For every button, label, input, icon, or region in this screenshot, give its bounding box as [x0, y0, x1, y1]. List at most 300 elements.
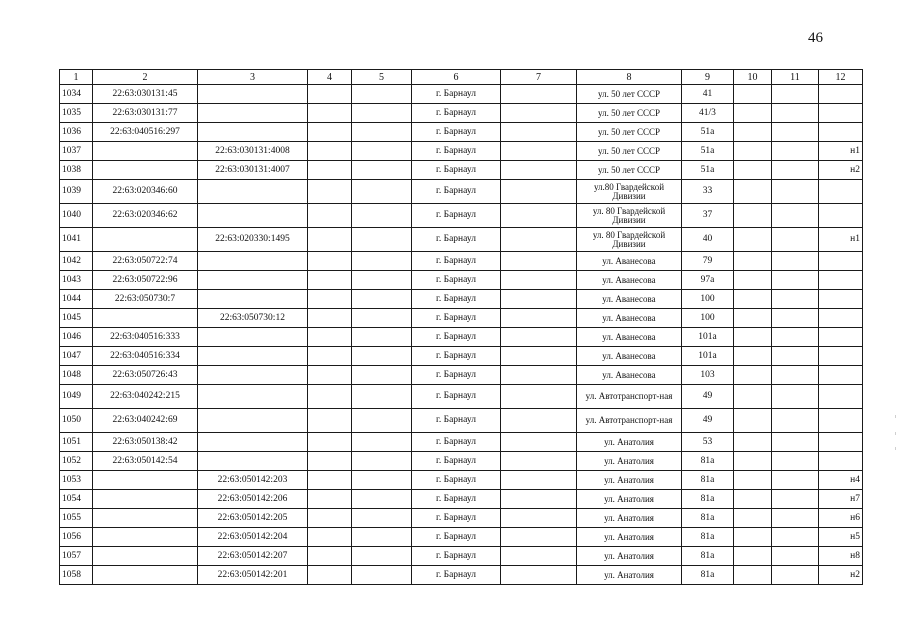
table-cell: 1046 — [60, 328, 93, 347]
table-cell — [734, 290, 772, 309]
table-cell — [819, 271, 863, 290]
table-cell — [819, 290, 863, 309]
table-cell: н2 — [819, 161, 863, 180]
table-cell: н1 — [819, 228, 863, 252]
table-cell — [501, 409, 577, 433]
table-cell — [501, 328, 577, 347]
page-number: 46 — [808, 30, 823, 46]
table-cell: 1040 — [60, 204, 93, 228]
table-cell — [308, 142, 352, 161]
table-cell — [501, 433, 577, 452]
table-cell — [308, 409, 352, 433]
table-cell — [308, 85, 352, 104]
table-cell — [772, 123, 819, 142]
table-cell — [734, 271, 772, 290]
table-cell — [308, 180, 352, 204]
table-cell — [198, 347, 308, 366]
table-cell — [772, 328, 819, 347]
table-cell — [308, 366, 352, 385]
table-cell — [198, 328, 308, 347]
table-cell: 53 — [682, 433, 734, 452]
table-cell: 81а — [682, 471, 734, 490]
table-cell: г. Барнаул — [412, 433, 501, 452]
table-cell: 79 — [682, 252, 734, 271]
table-cell — [352, 161, 412, 180]
table-cell: 1045 — [60, 309, 93, 328]
table-cell: 41/3 — [682, 104, 734, 123]
table-cell — [352, 452, 412, 471]
table-cell: ул. Анатолия — [577, 471, 682, 490]
table-cell — [198, 366, 308, 385]
table-cell — [198, 452, 308, 471]
table-cell — [772, 385, 819, 409]
table-cell: г. Барнаул — [412, 228, 501, 252]
table-row — [60, 385, 863, 409]
table-cell: 22:63:050142:201 — [198, 566, 308, 585]
table-cell — [308, 228, 352, 252]
table-cell: г. Барнаул — [412, 85, 501, 104]
table-cell — [734, 104, 772, 123]
table-cell: 1041 — [60, 228, 93, 252]
table-cell — [501, 547, 577, 566]
table-cell — [819, 366, 863, 385]
table-cell: 1049 — [60, 385, 93, 409]
table-body — [60, 85, 863, 585]
table-cell — [772, 104, 819, 123]
table-cell: г. Барнаул — [412, 104, 501, 123]
table-cell: н1 — [819, 142, 863, 161]
table-cell: 81а — [682, 547, 734, 566]
table-cell — [772, 204, 819, 228]
table-cell: 1039 — [60, 180, 93, 204]
table-cell — [352, 409, 412, 433]
table-row — [60, 142, 863, 161]
table-cell — [772, 309, 819, 328]
table-cell: 22:63:050722:74 — [93, 252, 198, 271]
table-cell: 51а — [682, 161, 734, 180]
table-cell: 22:63:020330:1495 — [198, 228, 308, 252]
table-cell — [734, 347, 772, 366]
table-cell: 51а — [682, 142, 734, 161]
table-cell — [352, 180, 412, 204]
table-row — [60, 161, 863, 180]
table-cell — [734, 252, 772, 271]
table-cell — [352, 528, 412, 547]
table-cell: 81а — [682, 509, 734, 528]
table-row — [60, 366, 863, 385]
table-cell — [501, 566, 577, 585]
table-cell — [734, 309, 772, 328]
table-cell — [819, 123, 863, 142]
column-header: 4 — [308, 70, 352, 85]
table-cell — [734, 409, 772, 433]
table-cell — [501, 528, 577, 547]
table-cell — [772, 490, 819, 509]
table-row — [60, 328, 863, 347]
table-cell — [308, 309, 352, 328]
table-cell — [501, 204, 577, 228]
table-cell — [734, 161, 772, 180]
table-cell — [772, 252, 819, 271]
table-cell — [772, 471, 819, 490]
table-cell: 22:63:050142:54 — [93, 452, 198, 471]
column-header: 11 — [772, 70, 819, 85]
table-cell: 1048 — [60, 366, 93, 385]
table-cell — [501, 123, 577, 142]
table-cell: 1050 — [60, 409, 93, 433]
column-header: 9 — [682, 70, 734, 85]
table-cell — [734, 471, 772, 490]
table-cell: 101а — [682, 347, 734, 366]
table-cell — [93, 471, 198, 490]
table-cell: г. Барнаул — [412, 271, 501, 290]
scan-speck — [895, 415, 896, 418]
table-cell — [734, 328, 772, 347]
table-row — [60, 566, 863, 585]
table-cell: 1042 — [60, 252, 93, 271]
table-cell — [734, 547, 772, 566]
table-cell — [501, 385, 577, 409]
table-row — [60, 180, 863, 204]
table-cell — [501, 271, 577, 290]
table-cell: 1034 — [60, 85, 93, 104]
table-row — [60, 85, 863, 104]
table-cell: г. Барнаул — [412, 142, 501, 161]
header-row — [60, 70, 863, 85]
table-cell: ул. Анатолия — [577, 528, 682, 547]
table-cell: 22:63:030131:77 — [93, 104, 198, 123]
table-cell — [501, 509, 577, 528]
table-cell — [352, 309, 412, 328]
table-cell: 22:63:050730:12 — [198, 309, 308, 328]
table-cell — [772, 566, 819, 585]
table-cell — [819, 85, 863, 104]
table-cell — [198, 271, 308, 290]
table-cell: ул. Автотранспорт-ная — [577, 409, 682, 433]
table-cell — [772, 528, 819, 547]
table-cell: ул. Аванесова — [577, 328, 682, 347]
table-cell: н8 — [819, 547, 863, 566]
table-cell: г. Барнаул — [412, 409, 501, 433]
table-cell: ул. Аванесова — [577, 366, 682, 385]
table-cell — [352, 252, 412, 271]
table-cell: н7 — [819, 490, 863, 509]
table-cell: 1035 — [60, 104, 93, 123]
table-cell: 1057 — [60, 547, 93, 566]
table-cell: 49 — [682, 385, 734, 409]
table-cell: г. Барнаул — [412, 309, 501, 328]
table-cell: 22:63:050142:203 — [198, 471, 308, 490]
table-cell: г. Барнаул — [412, 490, 501, 509]
table-cell: 22:63:020346:62 — [93, 204, 198, 228]
column-header: 7 — [501, 70, 577, 85]
table-cell — [734, 452, 772, 471]
table-cell — [198, 252, 308, 271]
table-cell — [501, 471, 577, 490]
table-cell: 81а — [682, 452, 734, 471]
table-cell — [734, 366, 772, 385]
table-cell: г. Барнаул — [412, 385, 501, 409]
table-cell — [93, 490, 198, 509]
table-cell — [198, 180, 308, 204]
table-row — [60, 490, 863, 509]
table-cell — [352, 547, 412, 566]
table-cell — [819, 385, 863, 409]
table-cell — [734, 490, 772, 509]
table-cell — [352, 85, 412, 104]
table-cell — [308, 547, 352, 566]
table-cell: 22:63:040242:69 — [93, 409, 198, 433]
table-cell — [308, 290, 352, 309]
column-header: 10 — [734, 70, 772, 85]
table-cell: 1055 — [60, 509, 93, 528]
table-cell: н5 — [819, 528, 863, 547]
table-cell — [352, 123, 412, 142]
table-cell: г. Барнаул — [412, 180, 501, 204]
table-cell — [198, 123, 308, 142]
table-cell — [93, 528, 198, 547]
table-cell: 81а — [682, 566, 734, 585]
table-cell — [501, 347, 577, 366]
table-cell — [352, 366, 412, 385]
table-cell: 22:63:030131:4008 — [198, 142, 308, 161]
table-cell: ул. Автотранспорт-ная — [577, 385, 682, 409]
table-cell: 40 — [682, 228, 734, 252]
table-cell — [352, 566, 412, 585]
table-row — [60, 347, 863, 366]
table-cell — [93, 142, 198, 161]
table-cell — [93, 228, 198, 252]
table-cell — [308, 271, 352, 290]
table-cell: 1047 — [60, 347, 93, 366]
table-cell: 1054 — [60, 490, 93, 509]
table-row — [60, 104, 863, 123]
table-cell — [772, 142, 819, 161]
table-cell: 101а — [682, 328, 734, 347]
table-cell — [734, 566, 772, 585]
table-cell: ул. Аванесова — [577, 290, 682, 309]
column-header: 2 — [93, 70, 198, 85]
table-cell — [352, 328, 412, 347]
table-cell: 81а — [682, 490, 734, 509]
table-cell — [352, 271, 412, 290]
table-cell — [198, 409, 308, 433]
table-cell: ул. 80 Гвардейской Дивизии — [577, 228, 682, 252]
table-cell: ул. Анатолия — [577, 433, 682, 452]
table-cell — [352, 509, 412, 528]
table-row — [60, 123, 863, 142]
table-cell — [308, 490, 352, 509]
table-cell — [501, 252, 577, 271]
table-cell: 22:63:020346:60 — [93, 180, 198, 204]
table-cell: ул.80 Гвардейской Дивизии — [577, 180, 682, 204]
table-cell — [352, 471, 412, 490]
table-cell: г. Барнаул — [412, 547, 501, 566]
table-row — [60, 528, 863, 547]
table-cell: 100 — [682, 290, 734, 309]
table-cell: 22:63:040242:215 — [93, 385, 198, 409]
table-row — [60, 471, 863, 490]
table-row — [60, 290, 863, 309]
table-cell — [734, 228, 772, 252]
table-cell — [308, 347, 352, 366]
column-header: 6 — [412, 70, 501, 85]
table-cell: 1036 — [60, 123, 93, 142]
table-cell — [819, 409, 863, 433]
table-cell — [772, 509, 819, 528]
column-header: 3 — [198, 70, 308, 85]
table-cell — [352, 433, 412, 452]
table-cell: г. Барнаул — [412, 204, 501, 228]
table-cell: 1053 — [60, 471, 93, 490]
table-cell — [198, 204, 308, 228]
table-row — [60, 409, 863, 433]
table-cell — [352, 290, 412, 309]
table-cell — [501, 180, 577, 204]
table-cell — [819, 204, 863, 228]
table-cell — [501, 452, 577, 471]
table-cell — [308, 385, 352, 409]
table-cell: ул. 50 лет СССР — [577, 85, 682, 104]
table-cell — [772, 85, 819, 104]
table-cell: г. Барнаул — [412, 366, 501, 385]
table-cell — [734, 385, 772, 409]
table-cell — [819, 309, 863, 328]
table-cell — [308, 433, 352, 452]
table-cell: г. Барнаул — [412, 123, 501, 142]
table-cell — [501, 104, 577, 123]
table-row — [60, 271, 863, 290]
table-cell: н6 — [819, 509, 863, 528]
column-header: 8 — [577, 70, 682, 85]
table-cell: 1051 — [60, 433, 93, 452]
table-cell — [772, 366, 819, 385]
table-cell — [501, 142, 577, 161]
table-cell: 22:63:050142:205 — [198, 509, 308, 528]
table-cell: 22:63:030131:4007 — [198, 161, 308, 180]
table-cell: 1044 — [60, 290, 93, 309]
table-cell: 1052 — [60, 452, 93, 471]
table-cell: 100 — [682, 309, 734, 328]
table-cell — [772, 290, 819, 309]
table-cell: г. Барнаул — [412, 252, 501, 271]
table-cell — [198, 104, 308, 123]
table-cell — [198, 433, 308, 452]
table-cell — [308, 452, 352, 471]
table-cell: ул. Анатолия — [577, 452, 682, 471]
table-cell — [772, 228, 819, 252]
table-cell: ул. 50 лет СССР — [577, 123, 682, 142]
table-cell: 22:63:050722:96 — [93, 271, 198, 290]
table-cell — [198, 385, 308, 409]
table-row — [60, 204, 863, 228]
table-cell: н2 — [819, 566, 863, 585]
table-row — [60, 547, 863, 566]
table-cell: г. Барнаул — [412, 566, 501, 585]
table-cell — [734, 528, 772, 547]
table-cell — [819, 252, 863, 271]
table-cell: 41 — [682, 85, 734, 104]
table-cell: 1038 — [60, 161, 93, 180]
table-cell: н4 — [819, 471, 863, 490]
table-cell: г. Барнаул — [412, 452, 501, 471]
table-cell — [772, 409, 819, 433]
table-cell: 37 — [682, 204, 734, 228]
table-cell — [772, 433, 819, 452]
table-cell — [772, 271, 819, 290]
table-row — [60, 252, 863, 271]
table-cell: 22:63:050138:42 — [93, 433, 198, 452]
table-cell — [734, 180, 772, 204]
table-cell: г. Барнаул — [412, 290, 501, 309]
table-cell: ул. Аванесова — [577, 309, 682, 328]
table-cell: ул. 50 лет СССР — [577, 142, 682, 161]
table-cell — [308, 509, 352, 528]
table-cell: ул. 50 лет СССР — [577, 104, 682, 123]
table-cell — [501, 161, 577, 180]
table-cell: 1058 — [60, 566, 93, 585]
table-cell — [819, 347, 863, 366]
table-cell — [772, 347, 819, 366]
table-cell — [308, 566, 352, 585]
table-cell: ул. Аванесова — [577, 347, 682, 366]
table-cell: г. Барнаул — [412, 509, 501, 528]
scan-speck — [895, 447, 896, 450]
table-cell: 22:63:040516:297 — [93, 123, 198, 142]
table-cell — [352, 228, 412, 252]
table-cell: 22:63:050142:207 — [198, 547, 308, 566]
table-cell — [734, 123, 772, 142]
table-cell — [501, 490, 577, 509]
table-cell: 22:63:040516:334 — [93, 347, 198, 366]
table-cell: ул. Анатолия — [577, 566, 682, 585]
table-cell — [308, 104, 352, 123]
table-cell — [93, 509, 198, 528]
table-cell: г. Барнаул — [412, 528, 501, 547]
table-cell: 1056 — [60, 528, 93, 547]
table-cell — [308, 161, 352, 180]
table-row — [60, 509, 863, 528]
table-cell — [308, 528, 352, 547]
column-header: 1 — [60, 70, 93, 85]
table-cell — [772, 452, 819, 471]
table-cell — [308, 328, 352, 347]
table-cell — [501, 309, 577, 328]
table-cell — [501, 85, 577, 104]
table-cell: ул. 50 лет СССР — [577, 161, 682, 180]
table-cell — [352, 347, 412, 366]
table-cell — [819, 328, 863, 347]
table-cell: 22:63:040516:333 — [93, 328, 198, 347]
table-cell — [734, 509, 772, 528]
table-cell — [93, 309, 198, 328]
table-cell: ул. Анатолия — [577, 547, 682, 566]
table-cell: 81а — [682, 528, 734, 547]
table-cell — [734, 433, 772, 452]
table-cell: 22:63:050730:7 — [93, 290, 198, 309]
column-header: 12 — [819, 70, 863, 85]
table-cell — [734, 85, 772, 104]
registry-table — [59, 69, 863, 585]
table-cell: 1037 — [60, 142, 93, 161]
table-cell — [352, 204, 412, 228]
table-cell: 97а — [682, 271, 734, 290]
table-cell: ул. Аванесова — [577, 252, 682, 271]
table-cell — [819, 452, 863, 471]
table-cell — [734, 142, 772, 161]
table-cell — [308, 204, 352, 228]
table-cell — [308, 123, 352, 142]
